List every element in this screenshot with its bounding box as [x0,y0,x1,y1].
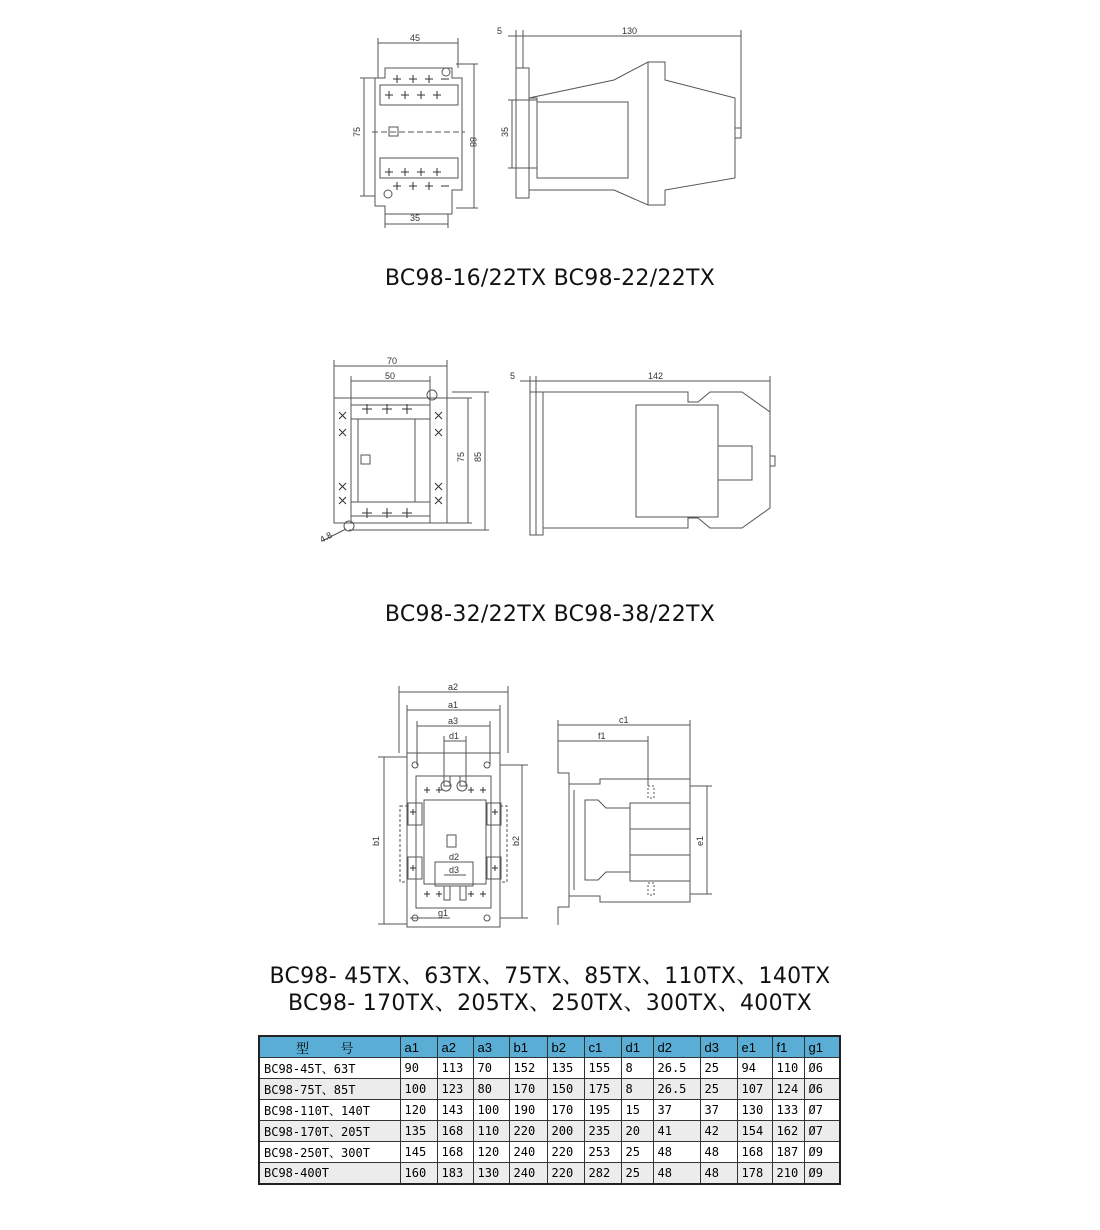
cell-model: BC98-75T、85T [259,1079,400,1100]
cell-d1: 15 [621,1100,653,1121]
col-header-b1: b1 [509,1036,547,1058]
cell-d3: 37 [700,1100,737,1121]
fig2-dim-85: 85 [473,451,483,462]
cell-d2: 26.5 [653,1058,700,1079]
cell-b2: 220 [547,1142,584,1163]
col-header-model: 型 号 [259,1036,400,1058]
col-header-a1: a1 [400,1036,437,1058]
fig1-dim-45: 45 [410,33,421,43]
fig1-front-view [360,38,478,228]
cell-d1: 8 [621,1079,653,1100]
cell-b2: 200 [547,1121,584,1142]
cell-b1: 190 [509,1100,547,1121]
cell-model: BC98-110T、140T [259,1100,400,1121]
table-row [259,1079,840,1100]
cell-d3: 48 [700,1163,737,1185]
table-row [259,1142,840,1163]
cell-a2: 113 [437,1058,473,1079]
cell-a2: 123 [437,1079,473,1100]
cell-b1: 152 [509,1058,547,1079]
cell-model: BC98-45T、63T [259,1058,400,1079]
cell-a3: 100 [473,1100,509,1121]
cell-f1: 187 [772,1142,804,1163]
cell-d2: 37 [653,1100,700,1121]
cell-c1: 155 [584,1058,621,1079]
cell-c1: 282 [584,1163,621,1185]
fig3-label-d3: d3 [449,865,460,875]
fig3-label-a3: a3 [448,716,459,726]
cell-e1: 130 [737,1100,772,1121]
cell-e1: 154 [737,1121,772,1142]
cell-d2: 48 [653,1142,700,1163]
cell-a1: 160 [400,1163,437,1185]
cell-b1: 240 [509,1142,547,1163]
table-row [259,1058,840,1079]
fig3-label-b1: b1 [371,835,381,846]
cell-a1: 145 [400,1142,437,1163]
col-header-a3: a3 [473,1036,509,1058]
fig1-side-view [508,30,741,205]
col-header-e1: e1 [737,1036,772,1058]
cell-f1: 133 [772,1100,804,1121]
cell-e1: 107 [737,1079,772,1100]
fig2-dim-142: 142 [648,371,664,381]
cell-e1: 94 [737,1058,772,1079]
cell-g1: Ø9 [804,1142,840,1163]
cell-model: BC98-170T、205T [259,1121,400,1142]
col-header-d2: d2 [653,1036,700,1058]
table-row [259,1100,840,1121]
cell-a2: 183 [437,1163,473,1185]
cell-b1: 220 [509,1121,547,1142]
cell-a2: 143 [437,1100,473,1121]
fig2-dim-50: 50 [385,371,396,381]
cell-d3: 25 [700,1058,737,1079]
fig3-label-a1: a1 [448,700,459,710]
fig1-dim-88: 88 [468,137,478,148]
table-header-row [259,1036,840,1058]
cell-b1: 170 [509,1079,547,1100]
cell-a3: 80 [473,1079,509,1100]
cell-a1: 100 [400,1079,437,1100]
fig2-dim-75: 75 [456,451,466,462]
cell-a2: 168 [437,1121,473,1142]
cell-c1: 253 [584,1142,621,1163]
cell-g1: Ø7 [804,1100,840,1121]
cell-f1: 110 [772,1058,804,1079]
cell-b2: 135 [547,1058,584,1079]
cell-d2: 26.5 [653,1079,700,1100]
cell-b2: 170 [547,1100,584,1121]
fig3-label-g1: g1 [438,908,449,918]
fig3-label-c1: c1 [619,715,629,725]
cell-d1: 8 [621,1058,653,1079]
fig1-dim-130: 130 [622,26,638,36]
cell-a3: 110 [473,1121,509,1142]
cell-c1: 235 [584,1121,621,1142]
fig1-dim-35: 35 [410,213,421,223]
fig2-dim-70: 70 [387,356,398,366]
cell-model: BC98-250T、300T [259,1142,400,1163]
cell-d1: 25 [621,1142,653,1163]
fig3-side-view [558,720,712,925]
cell-d2: 48 [653,1163,700,1185]
fig3-label-d1: d1 [449,731,460,741]
cell-d2: 41 [653,1121,700,1142]
cell-f1: 162 [772,1121,804,1142]
col-header-f1: f1 [772,1036,804,1058]
cell-f1: 124 [772,1079,804,1100]
fig3-label-b2: b2 [511,835,521,846]
fig2-front-view [322,360,489,541]
table-row [259,1163,840,1185]
fig3-label-d2: d2 [449,852,460,862]
cell-g1: Ø6 [804,1079,840,1100]
col-header-c1: c1 [584,1036,621,1058]
cell-g1: Ø6 [804,1058,840,1079]
cell-d1: 20 [621,1121,653,1142]
cell-b2: 150 [547,1079,584,1100]
cell-c1: 175 [584,1079,621,1100]
cell-e1: 178 [737,1163,772,1185]
fig1-dim-75: 75 [352,126,362,137]
cell-e1: 168 [737,1142,772,1163]
col-header-d1: d1 [621,1036,653,1058]
col-header-a2: a2 [437,1036,473,1058]
cell-b2: 220 [547,1163,584,1185]
col-header-b2: b2 [547,1036,584,1058]
cell-d1: 25 [621,1163,653,1185]
col-header-d3: d3 [700,1036,737,1058]
fig3-label-e1: e1 [695,835,705,846]
spec-table [258,1035,841,1185]
cell-b1: 240 [509,1163,547,1185]
fig1-caption: BC98-16/22TX BC98-22/22TX [384,266,716,291]
cell-a3: 130 [473,1163,509,1185]
fig2-caption: BC98-32/22TX BC98-38/22TX [384,602,716,627]
cell-f1: 210 [772,1163,804,1185]
col-header-g1: g1 [804,1036,840,1058]
spec-table-wrapper [258,1035,841,1185]
fig2-side-view [520,376,775,535]
fig3-label-f1: f1 [598,731,606,741]
fig1-dim-side-35: 35 [500,126,510,137]
cell-a1: 120 [400,1100,437,1121]
cell-d3: 25 [700,1079,737,1100]
fig2-terminal-marks [339,404,442,518]
table-row [259,1121,840,1142]
cell-d3: 42 [700,1121,737,1142]
cell-model: BC98-400T [259,1163,400,1185]
fig2-dim-4-8: 4.8 [318,529,334,545]
fig3-terminal-marks [410,787,498,897]
fig3-caption-line2: BC98- 170TX、205TX、250TX、300TX、400TX [288,991,812,1016]
cell-a2: 168 [437,1142,473,1163]
cell-g1: Ø9 [804,1163,840,1185]
cell-a1: 135 [400,1121,437,1142]
cell-a3: 120 [473,1142,509,1163]
cell-g1: Ø7 [804,1121,840,1142]
cell-c1: 195 [584,1100,621,1121]
fig3-label-a2: a2 [448,682,459,692]
fig1-dim-5: 5 [497,26,503,36]
cell-d3: 48 [700,1142,737,1163]
fig2-dim-5: 5 [510,371,516,381]
fig3-caption-line1: BC98- 45TX、63TX、75TX、85TX、110TX、140TX [269,964,831,989]
cell-a3: 70 [473,1058,509,1079]
cell-a1: 90 [400,1058,437,1079]
